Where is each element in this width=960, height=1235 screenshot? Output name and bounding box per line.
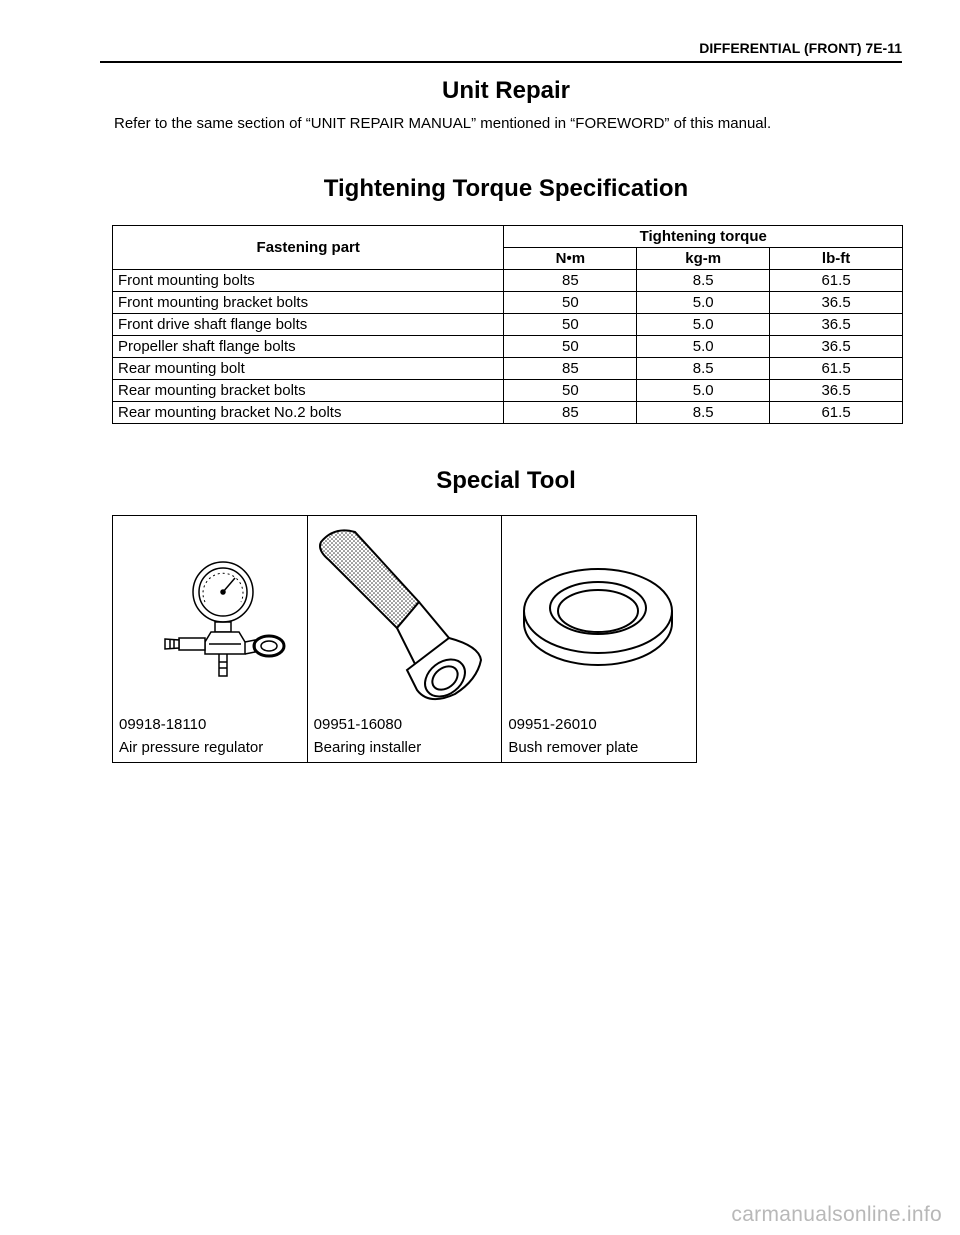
torque-nm: 85 [504,270,637,292]
torque-lbft: 61.5 [770,358,903,380]
torque-nm: 50 [504,336,637,358]
tool-cell [307,516,502,763]
table-row [113,336,903,358]
unit-header-nm: N•m [504,248,637,270]
bush-remover-plate-icon [514,555,684,675]
unit-header-lbft: lb-ft [770,248,903,270]
tool-part-number: 09918-18110 [119,716,207,733]
torque-lbft: 36.5 [770,336,903,358]
torque-nm: 50 [504,314,637,336]
fastening-part: Rear mounting bracket No.2 bolts [113,402,504,424]
table-row [113,402,903,424]
unit-repair-title: Unit Repair [441,77,570,104]
special-tool-title: Special Tool [436,467,576,494]
fastening-part: Front mounting bolts [113,270,504,292]
header-rule [100,61,902,63]
running-header: DIFFERENTIAL (FRONT) 7E-11 [699,40,902,56]
torque-kgm: 8.5 [637,402,770,424]
watermark: carmanualsonline.info [731,1203,942,1226]
torque-nm: 50 [504,292,637,314]
table-row [113,314,903,336]
fastening-part: Front drive shaft flange bolts [113,314,504,336]
fastening-part-header: Fastening part [113,226,504,270]
tool-part-number: 09951-26010 [508,716,597,733]
fastening-part: Front mounting bracket bolts [113,292,504,314]
torque-kgm: 5.0 [637,380,770,402]
tool-cell [113,516,308,763]
fastening-part: Rear mounting bolt [113,358,504,380]
tightening-torque-header: Tightening torque [504,226,903,248]
tool-name: Air pressure regulator [119,739,264,756]
fastening-part: Propeller shaft flange bolts [113,336,504,358]
torque-kgm: 8.5 [637,270,770,292]
table-row [113,292,903,314]
torque-lbft: 36.5 [770,314,903,336]
torque-table [112,225,903,424]
torque-nm: 85 [504,358,637,380]
table-row [113,358,903,380]
fastening-part: Rear mounting bracket bolts [113,380,504,402]
torque-kgm: 5.0 [637,314,770,336]
torque-nm: 50 [504,380,637,402]
special-tool-table [112,515,697,763]
bearing-installer-icon [309,520,499,710]
torque-spec-title: Tightening Torque Specification [323,175,689,202]
torque-kgm: 8.5 [637,358,770,380]
tool-cell [502,516,697,763]
table-row [113,380,903,402]
tool-part-number: 09951-16080 [313,716,403,733]
unit-header-kgm: kg-m [637,248,770,270]
torque-kgm: 5.0 [637,336,770,358]
torque-lbft: 61.5 [770,402,903,424]
unit-repair-text: Refer to the same section of “UNIT REPAIR MANUAL” mentioned in “FOREWORD” of this manual. [114,115,772,132]
table-row [113,270,903,292]
tool-name: Bearing installer [313,739,422,756]
torque-lbft: 36.5 [770,292,903,314]
torque-kgm: 5.0 [637,292,770,314]
torque-lbft: 36.5 [770,380,903,402]
torque-lbft: 61.5 [770,270,903,292]
torque-nm: 85 [504,402,637,424]
tool-name: Bush remover plate [508,739,639,756]
air-pressure-regulator-icon [145,550,295,700]
